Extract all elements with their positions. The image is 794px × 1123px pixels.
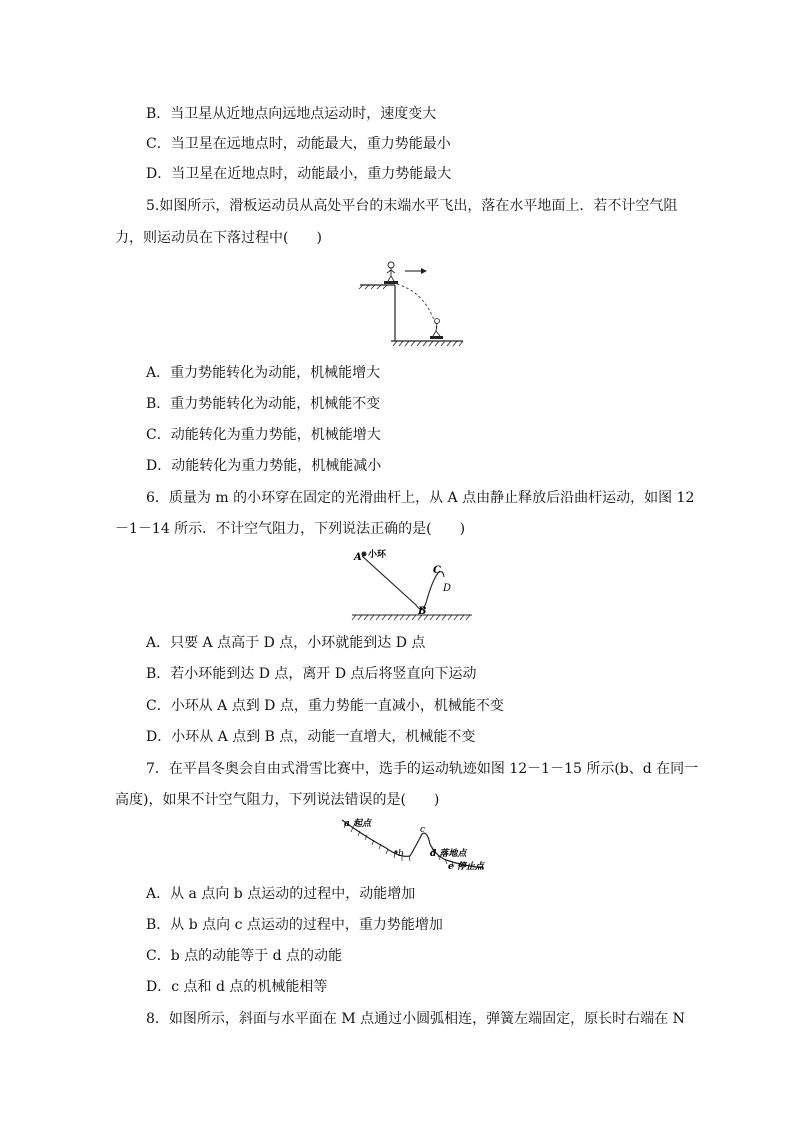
label-d: D bbox=[443, 583, 452, 594]
q7-stem-line1: 7．在平昌冬奥会自由式滑雪比赛中，选手的运动轨迹如图 12－1－15 所示(b、d 在同一 bbox=[146, 761, 699, 777]
q6-figure-curved-rod bbox=[348, 543, 476, 623]
q5-stem-line1: 5.如图所示，滑板运动员从高处平台的末端水平飞出，落在水平地面上．若不计空气阻 bbox=[146, 198, 678, 214]
label-c: c bbox=[420, 825, 426, 835]
q5-stem-line2: 力，则运动员在下落过程中( ) bbox=[115, 230, 322, 246]
arrow-right-icon bbox=[421, 268, 427, 274]
q7-option-c: C．b 点的动能等于 d 点的动能 bbox=[146, 948, 342, 964]
q5-figure-skateboard bbox=[355, 255, 465, 353]
q7-option-b: B．从 b 点向 c 点运动的过程中，重力势能增加 bbox=[146, 917, 443, 933]
q7-option-a: A．从 a 点向 b 点运动的过程中，动能增加 bbox=[146, 886, 416, 902]
q4-option-c: C．当卫星在远地点时，动能最大，重力势能最小 bbox=[146, 136, 451, 152]
q7-figure-ski-track bbox=[334, 812, 494, 876]
q8-stem-line1: 8．如图所示，斜面与水平面在 M 点通过小圆弧相连，弹簧左端固定，原长时右端在 N bbox=[146, 1011, 685, 1027]
q6-stem-line2: －1－14 所示．不计空气阻力，下列说法正确的是( ) bbox=[115, 521, 466, 537]
label-d-landing: d 落地点 bbox=[430, 849, 467, 859]
q5-option-b: B．重力势能转化为动能，机械能不变 bbox=[146, 396, 381, 412]
label-a: A bbox=[354, 552, 362, 563]
label-e-stop: e 停止点 bbox=[448, 862, 484, 872]
q7-option-d: D．c 点和 d 点的机械能相等 bbox=[146, 979, 328, 995]
q4-option-b: B．当卫星从近地点向远地点运动时，速度变大 bbox=[146, 106, 437, 122]
label-c: C bbox=[433, 565, 441, 576]
q7-stem-line2: 高度)，如果不计空气阻力，下列说法错误的是( ) bbox=[115, 792, 440, 808]
skier-icon bbox=[394, 850, 397, 853]
label-a-start: a 起点 bbox=[344, 819, 371, 829]
q5-option-d: D．动能转化为重力势能，机械能减小 bbox=[146, 458, 382, 474]
q6-stem-line1: 6．质量为 m 的小环穿在固定的光滑曲杆上，从 A 点由静止释放后沿曲杆运动，如图 12 bbox=[146, 490, 695, 506]
q5-option-a: A．重力势能转化为动能，机械能增大 bbox=[146, 365, 381, 381]
label-b: B bbox=[418, 606, 427, 617]
label-b: b bbox=[398, 849, 404, 859]
q6-option-a: A．只要 A 点高于 D 点，小环就能到达 D 点 bbox=[146, 635, 426, 651]
skater-landing-icon bbox=[430, 319, 443, 340]
skater-top-icon bbox=[384, 262, 398, 284]
q6-option-d: D．小环从 A 点到 B 点，动能一直增大，机械能不变 bbox=[146, 729, 476, 745]
q6-option-b: B．若小环能到达 D 点，离开 D 点后将竖直向下运动 bbox=[146, 666, 477, 682]
q4-option-d: D．当卫星在近地点时，动能最小，重力势能最大 bbox=[146, 166, 452, 182]
label-ring: 小环 bbox=[368, 550, 387, 560]
q5-option-c: C．动能转化为重力势能，机械能增大 bbox=[146, 427, 381, 443]
q6-option-c: C．小环从 A 点到 D 点，重力势能一直减小，机械能不变 bbox=[146, 698, 504, 714]
